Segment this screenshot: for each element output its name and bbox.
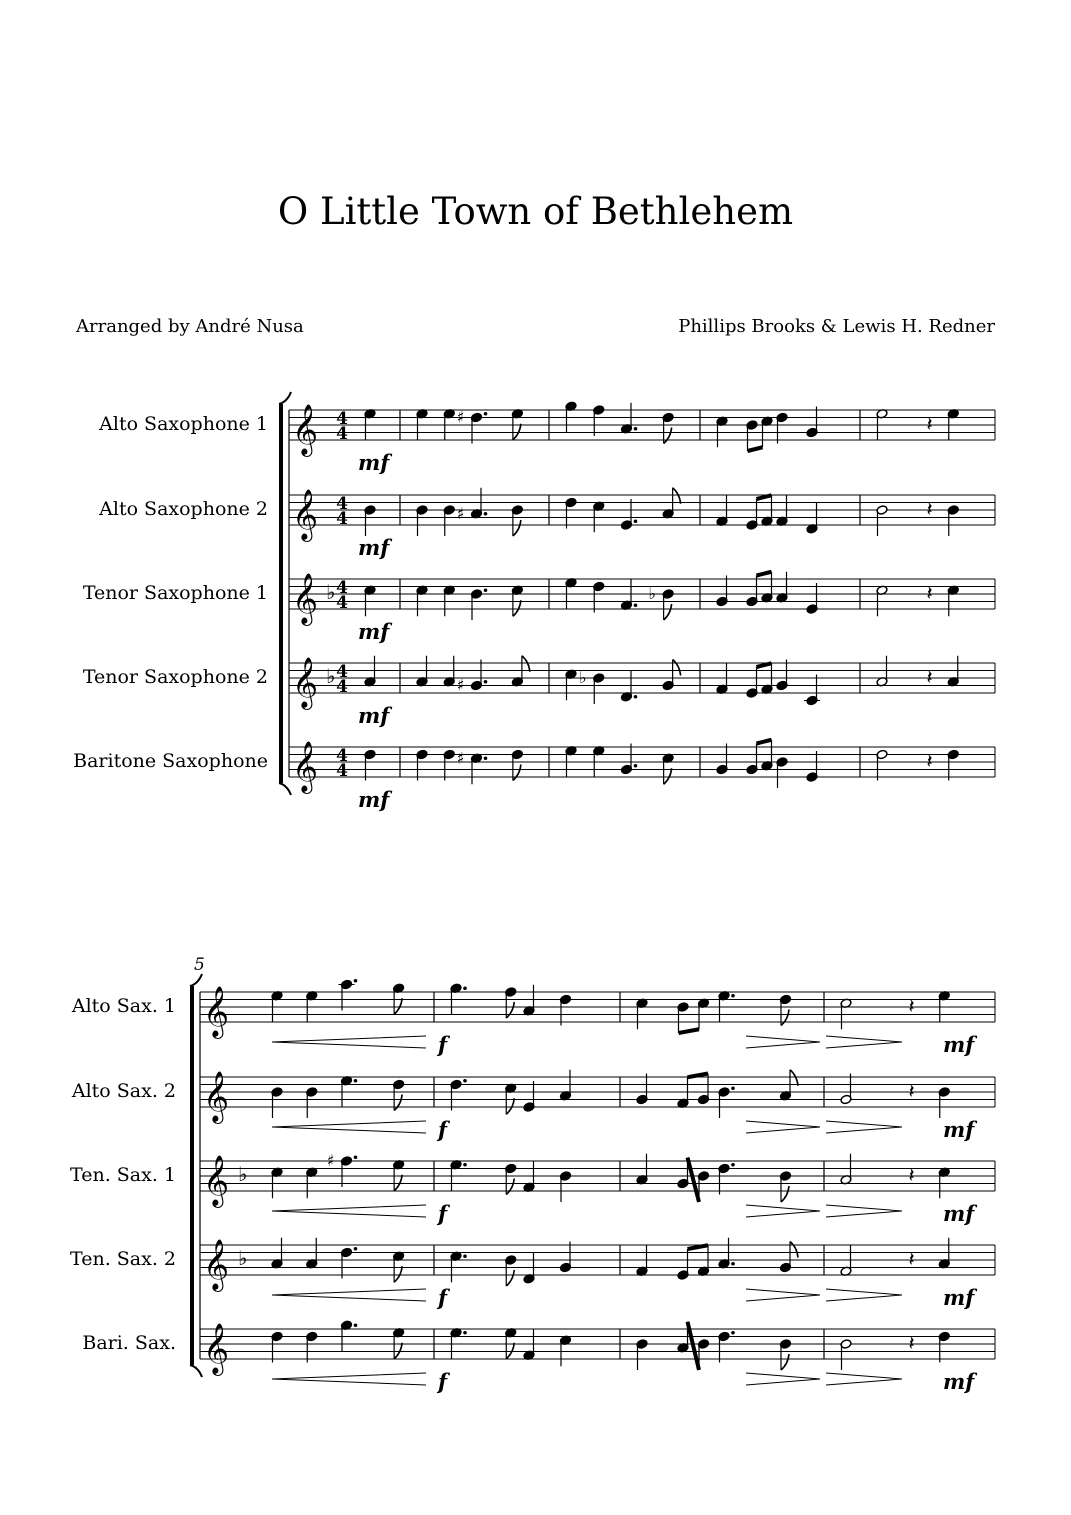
augmentation-dot	[354, 979, 358, 983]
bracket-bottom-hook	[279, 783, 291, 795]
dynamic-mark: f	[438, 1369, 448, 1394]
augmentation-dot	[354, 1155, 358, 1159]
eighth-beam	[757, 663, 772, 667]
crescendo-hairpin	[272, 1036, 426, 1048]
dynamic-mark: mf	[358, 450, 390, 475]
augmentation-dot	[463, 986, 467, 990]
treble-clef-icon: 𝄞	[292, 573, 319, 624]
augmentation-dot	[463, 1079, 467, 1083]
quarter-rest-icon: 𝄽	[926, 749, 933, 773]
eighth-flag	[394, 1266, 402, 1282]
crescendo-hairpin	[272, 1205, 426, 1217]
dynamic-mark: mf	[943, 1117, 975, 1142]
eighth-beam	[757, 740, 772, 744]
treble-clef-icon: 𝄞	[292, 741, 319, 792]
time-signature-denominator: 4	[336, 424, 348, 444]
dynamic-mark: mf	[943, 1032, 975, 1057]
treble-clef-icon: 𝄞	[292, 404, 319, 455]
instrument-label: Baritone Saxophone	[73, 750, 268, 772]
eighth-flag	[513, 424, 521, 440]
eighth-flag	[522, 656, 530, 672]
eighth-beam	[688, 1158, 700, 1203]
augmentation-dot	[484, 588, 488, 592]
quarter-rest-icon: 𝄽	[926, 412, 933, 436]
quarter-rest-icon: 𝄽	[926, 497, 933, 521]
decrescendo-hairpin	[746, 1121, 820, 1133]
decrescendo-hairpin	[826, 1289, 902, 1301]
bracket-top-hook	[190, 974, 202, 986]
augmentation-dot	[731, 1163, 735, 1167]
instrument-label: Tenor Saxophone 1	[82, 582, 268, 604]
time-signature-numerator: 4	[336, 578, 348, 598]
treble-clef-icon: 𝄞	[203, 1239, 230, 1290]
quarter-rest-icon: 𝄽	[908, 1247, 915, 1271]
crescendo-hairpin	[272, 1121, 426, 1133]
bracket-bottom-hook	[190, 1365, 202, 1377]
eighth-flag	[664, 768, 672, 784]
eighth-flag	[664, 604, 672, 620]
instrument-label: Ten. Sax. 2	[70, 1248, 176, 1270]
eighth-flag	[781, 1354, 789, 1370]
flat-icon: ♭	[648, 584, 656, 603]
augmentation-dot	[354, 1323, 358, 1327]
dynamic-mark: f	[438, 1285, 448, 1310]
eighth-beam	[748, 447, 763, 451]
dynamic-mark: f	[438, 1032, 448, 1057]
augmentation-dot	[484, 512, 488, 516]
augmentation-dot	[634, 695, 638, 699]
time-signature-numerator: 4	[336, 662, 348, 682]
eighth-flag	[394, 1095, 402, 1111]
time-signature-denominator: 4	[336, 761, 348, 781]
quarter-rest-icon: 𝄽	[908, 1163, 915, 1187]
augmentation-dot	[731, 1331, 735, 1335]
dynamic-mark: mf	[358, 787, 390, 812]
instrument-label: Bari. Sax.	[82, 1332, 176, 1354]
decrescendo-hairpin	[826, 1036, 902, 1048]
composer-credit: Phillips Brooks & Lewis H. Redner	[678, 316, 995, 337]
time-signature-denominator: 4	[336, 593, 348, 613]
instrument-label: Tenor Saxophone 2	[82, 666, 268, 688]
decrescendo-hairpin	[826, 1205, 902, 1217]
flat-key-signature-icon: ♭	[326, 580, 336, 604]
decrescendo-hairpin	[746, 1289, 820, 1301]
eighth-beam	[757, 495, 772, 499]
sharp-icon: ♯	[326, 1151, 335, 1170]
augmentation-dot	[634, 427, 638, 431]
augmentation-dot	[634, 603, 638, 607]
crescendo-hairpin	[272, 1289, 426, 1301]
eighth-flag	[506, 1002, 514, 1018]
bracket-top-hook	[279, 392, 291, 404]
eighth-flag	[790, 1242, 798, 1258]
eighth-flag	[664, 428, 672, 444]
crescendo-hairpin	[272, 1373, 426, 1385]
sharp-icon: ♯	[456, 675, 465, 695]
dynamic-mark: f	[438, 1117, 448, 1142]
treble-clef-icon: 𝄞	[203, 1155, 230, 1206]
augmentation-dot	[463, 1163, 467, 1167]
flat-key-signature-icon: ♭	[238, 1246, 248, 1270]
eighth-flag	[513, 765, 521, 781]
instrument-label: Alto Sax. 2	[71, 1080, 176, 1102]
flat-icon: ♭	[578, 668, 587, 687]
augmentation-dot	[731, 994, 735, 998]
time-signature-denominator: 4	[336, 509, 348, 529]
quarter-rest-icon: 𝄽	[908, 1331, 915, 1355]
eighth-flag	[506, 1179, 514, 1195]
augmentation-dot	[354, 1079, 358, 1083]
dynamic-mark: mf	[943, 1285, 975, 1310]
augmentation-dot	[634, 519, 638, 523]
time-signature-denominator: 4	[336, 677, 348, 697]
sharp-icon: ♯	[456, 748, 465, 768]
eighth-beam	[688, 1245, 709, 1249]
eighth-beam	[679, 1029, 700, 1033]
eighth-flag	[673, 660, 681, 676]
decrescendo-hairpin	[746, 1373, 820, 1385]
dynamic-mark: mf	[943, 1201, 975, 1226]
score-title: O Little Town of Bethlehem	[277, 190, 794, 233]
augmentation-dot	[634, 764, 638, 768]
dynamic-mark: mf	[358, 703, 390, 728]
treble-clef-icon: 𝄞	[203, 1323, 230, 1374]
arranger-credit: Arranged by André Nusa	[76, 316, 304, 337]
quarter-rest-icon: 𝄽	[908, 994, 915, 1018]
instrument-label: Alto Saxophone 1	[99, 413, 268, 435]
eighth-beam	[757, 572, 772, 576]
augmentation-dot	[463, 1254, 467, 1258]
augmentation-dot	[463, 1331, 467, 1335]
augmentation-dot	[731, 1086, 735, 1090]
decrescendo-hairpin	[746, 1205, 820, 1217]
decrescendo-hairpin	[826, 1373, 902, 1385]
flat-key-signature-icon: ♭	[238, 1162, 248, 1186]
dynamic-mark: mf	[358, 535, 390, 560]
eighth-flag	[506, 1343, 514, 1359]
augmentation-dot	[484, 756, 488, 760]
augmentation-dot	[731, 1262, 735, 1266]
decrescendo-hairpin	[746, 1036, 820, 1048]
eighth-flag	[506, 1270, 514, 1286]
eighth-flag	[506, 1098, 514, 1114]
dynamic-mark: mf	[358, 619, 390, 644]
treble-clef-icon: 𝄞	[292, 489, 319, 540]
augmentation-dot	[354, 1247, 358, 1251]
dynamic-mark: f	[438, 1201, 448, 1226]
eighth-flag	[394, 1175, 402, 1191]
eighth-flag	[394, 998, 402, 1014]
sharp-icon: ♯	[456, 503, 465, 523]
measure-number: 5	[194, 955, 205, 975]
decrescendo-hairpin	[826, 1121, 902, 1133]
treble-clef-icon: 𝄞	[203, 1071, 230, 1122]
treble-clef-icon: 𝄞	[203, 986, 230, 1037]
eighth-flag	[513, 520, 521, 536]
eighth-flag	[790, 1070, 798, 1086]
eighth-flag	[781, 1186, 789, 1202]
eighth-flag	[513, 600, 521, 616]
quarter-rest-icon: 𝄽	[926, 581, 933, 605]
dynamic-mark: mf	[943, 1369, 975, 1394]
augmentation-dot	[484, 412, 488, 416]
flat-key-signature-icon: ♭	[326, 664, 336, 688]
eighth-flag	[394, 1343, 402, 1359]
quarter-rest-icon: 𝄽	[908, 1079, 915, 1103]
instrument-label: Ten. Sax. 1	[70, 1164, 176, 1186]
eighth-flag	[673, 488, 681, 504]
augmentation-dot	[484, 680, 488, 684]
instrument-label: Alto Saxophone 2	[99, 498, 268, 520]
time-signature-numerator: 4	[336, 494, 348, 514]
sharp-icon: ♯	[456, 407, 465, 427]
treble-clef-icon: 𝄞	[292, 657, 319, 708]
time-signature-numerator: 4	[336, 409, 348, 429]
time-signature-numerator: 4	[336, 746, 348, 766]
quarter-rest-icon: 𝄽	[926, 665, 933, 689]
eighth-flag	[781, 1010, 789, 1026]
instrument-label: Alto Sax. 1	[71, 995, 176, 1017]
